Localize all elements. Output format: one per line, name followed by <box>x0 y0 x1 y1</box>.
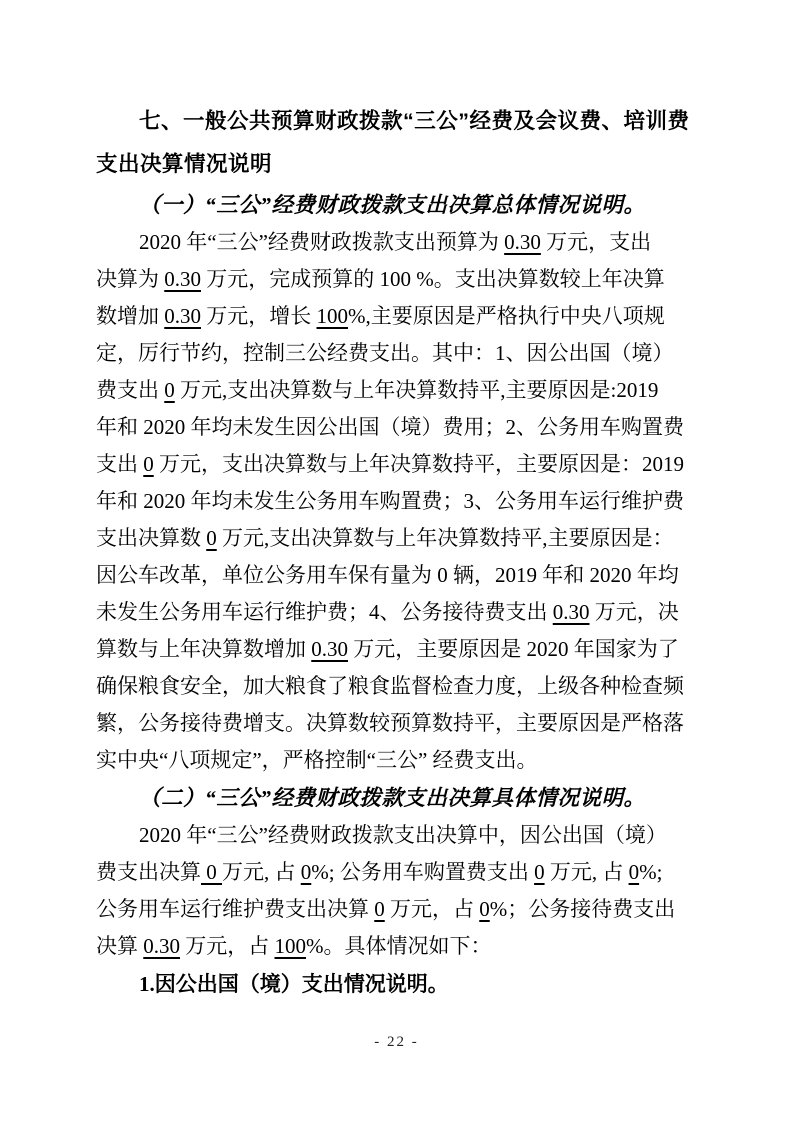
underlined-value: 0.30 <box>143 934 180 958</box>
text-segment: 因公车改革，单位公务用车保有量为 0 辆，2019 年和 2020 年均 <box>96 563 679 587</box>
underlined-value: 0 <box>374 897 385 921</box>
doc-title <box>96 100 706 186</box>
text-line <box>96 409 706 446</box>
underlined-value: 0 <box>201 860 222 884</box>
text-segment: %; 公务用车购置费支出 <box>311 860 535 884</box>
text-segment: %；公务接待费支出 <box>489 897 676 921</box>
paragraph-2 <box>96 817 706 965</box>
text-segment: 万元, 占 <box>544 860 629 884</box>
underlined-value: 0.30 <box>504 230 541 254</box>
text-segment: 费支出决算 <box>96 860 201 884</box>
text-line <box>96 143 706 186</box>
paragraph-1 <box>96 224 706 779</box>
text-line <box>96 261 706 298</box>
text-segment: 1.因公出国（境）支出情况说明。 <box>139 972 449 996</box>
text-segment: 实中央“八项规定”，严格控制“三公” 经费支出。 <box>96 748 538 772</box>
text-line <box>96 446 706 483</box>
text-segment: 未发生公务用车运行维护费；4、公务接待费支出 <box>96 600 553 624</box>
text-segment: 公务用车运行维护费支出决算 <box>96 897 375 921</box>
text-line <box>96 557 706 594</box>
underlined-value: 0.30 <box>311 637 348 661</box>
text-segment: 万元,支出决算数与上年决算数持平,主要原因是:2019 <box>174 378 659 402</box>
text-line <box>96 854 706 891</box>
text-segment: 定，厉行节约，控制三公经费支出。其中：1、因公出国（境） <box>96 341 674 365</box>
text-segment: 万元，增长 <box>201 304 317 328</box>
text-line <box>96 483 706 520</box>
text-line <box>96 668 706 705</box>
text-line <box>96 705 706 742</box>
underlined-value: 0 <box>143 452 154 476</box>
underlined-value: 100 <box>316 304 348 328</box>
text-segment: 万元，完成预算的 100 %。支出决算数较上年决算 <box>201 267 665 291</box>
text-segment: 算数与上年决算数增加 <box>96 637 312 661</box>
text-segment: 费支出 <box>96 378 165 402</box>
text-segment: 万元,支出决算数与上年决算数持平,主要原因是： <box>216 526 674 550</box>
underlined-value: 0.30 <box>164 267 201 291</box>
text-line <box>96 186 706 224</box>
text-segment: 支出 <box>96 452 144 476</box>
underlined-value: 0 <box>534 860 545 884</box>
text-segment: （二）“三公”经费财政拨款支出决算具体情况说明。 <box>139 786 646 810</box>
underlined-value: 0 <box>164 378 175 402</box>
text-segment: 万元，主要原因是 2020 年国家为了 <box>348 637 679 661</box>
text-segment: 支出决算数 <box>96 526 207 550</box>
section-2-heading <box>96 779 706 817</box>
text-line <box>96 335 706 372</box>
underlined-value: 0.30 <box>552 600 590 624</box>
text-line <box>96 817 706 854</box>
underlined-value: 0 <box>479 897 490 921</box>
text-segment: 七、一般公共预算财政拨款“三公”经费及会议费、培训费 <box>139 109 690 133</box>
text-line <box>96 298 706 335</box>
text-line <box>96 742 706 779</box>
text-line <box>96 372 706 409</box>
text-line <box>96 631 706 668</box>
section-1-heading <box>96 186 706 224</box>
text-segment: %; <box>639 860 663 884</box>
sub-heading-1 <box>96 965 706 1003</box>
underlined-value: 0 <box>300 860 312 884</box>
text-segment: 万元，占 <box>384 897 480 921</box>
text-segment: 2020 年“三公”经费财政拨款支出决算中，因公出国（境） <box>139 823 667 847</box>
page-number: - 22 - <box>374 1034 419 1050</box>
underlined-value: 0 <box>628 860 640 884</box>
text-line <box>96 779 706 817</box>
text-line <box>96 520 706 557</box>
text-segment: %。具体情况如下： <box>306 934 492 958</box>
text-line <box>96 224 706 261</box>
text-segment: 万元，支出决算数与上年决算数持平，主要原因是：2019 <box>153 452 684 476</box>
text-segment: 确保粮食安全，加大粮食了粮食监督检查力度，上级各种检查频 <box>96 674 684 698</box>
text-line <box>96 594 706 631</box>
text-line <box>96 100 706 143</box>
text-segment: %,主要原因是严格执行中央八项规 <box>348 304 665 328</box>
underlined-value: 0 <box>206 526 217 550</box>
text-segment: 万元, 占 <box>222 860 301 884</box>
text-segment: 万元，支出 <box>540 230 652 254</box>
text-segment: 万元，占 <box>180 934 275 958</box>
document-body <box>96 100 706 1003</box>
text-segment: 决算 <box>96 934 144 958</box>
text-segment: 年和 2020 年均未发生公务用车购置费；3、公务用车运行维护费 <box>96 489 684 513</box>
text-segment: 万元，决 <box>589 600 679 624</box>
text-segment: 年和 2020 年均未发生因公出国（境）费用；2、公务用车购置费 <box>96 415 684 439</box>
text-line <box>96 965 706 1003</box>
text-segment: 支出决算情况说明 <box>96 152 273 176</box>
text-line <box>96 928 706 965</box>
text-line <box>96 891 706 928</box>
text-segment: 2020 年“三公”经费财政拨款支出预算为 <box>139 230 505 254</box>
underlined-value: 0.30 <box>164 304 201 328</box>
text-segment: 决算为 <box>96 267 165 291</box>
text-segment: （一）“三公”经费财政拨款支出决算总体情况说明。 <box>139 193 646 217</box>
text-segment: 繁，公务接待费增支。决算数较预算数持平，主要原因是严格落 <box>96 711 684 735</box>
underlined-value: 100 <box>274 934 306 958</box>
text-segment: 数增加 <box>96 304 165 328</box>
